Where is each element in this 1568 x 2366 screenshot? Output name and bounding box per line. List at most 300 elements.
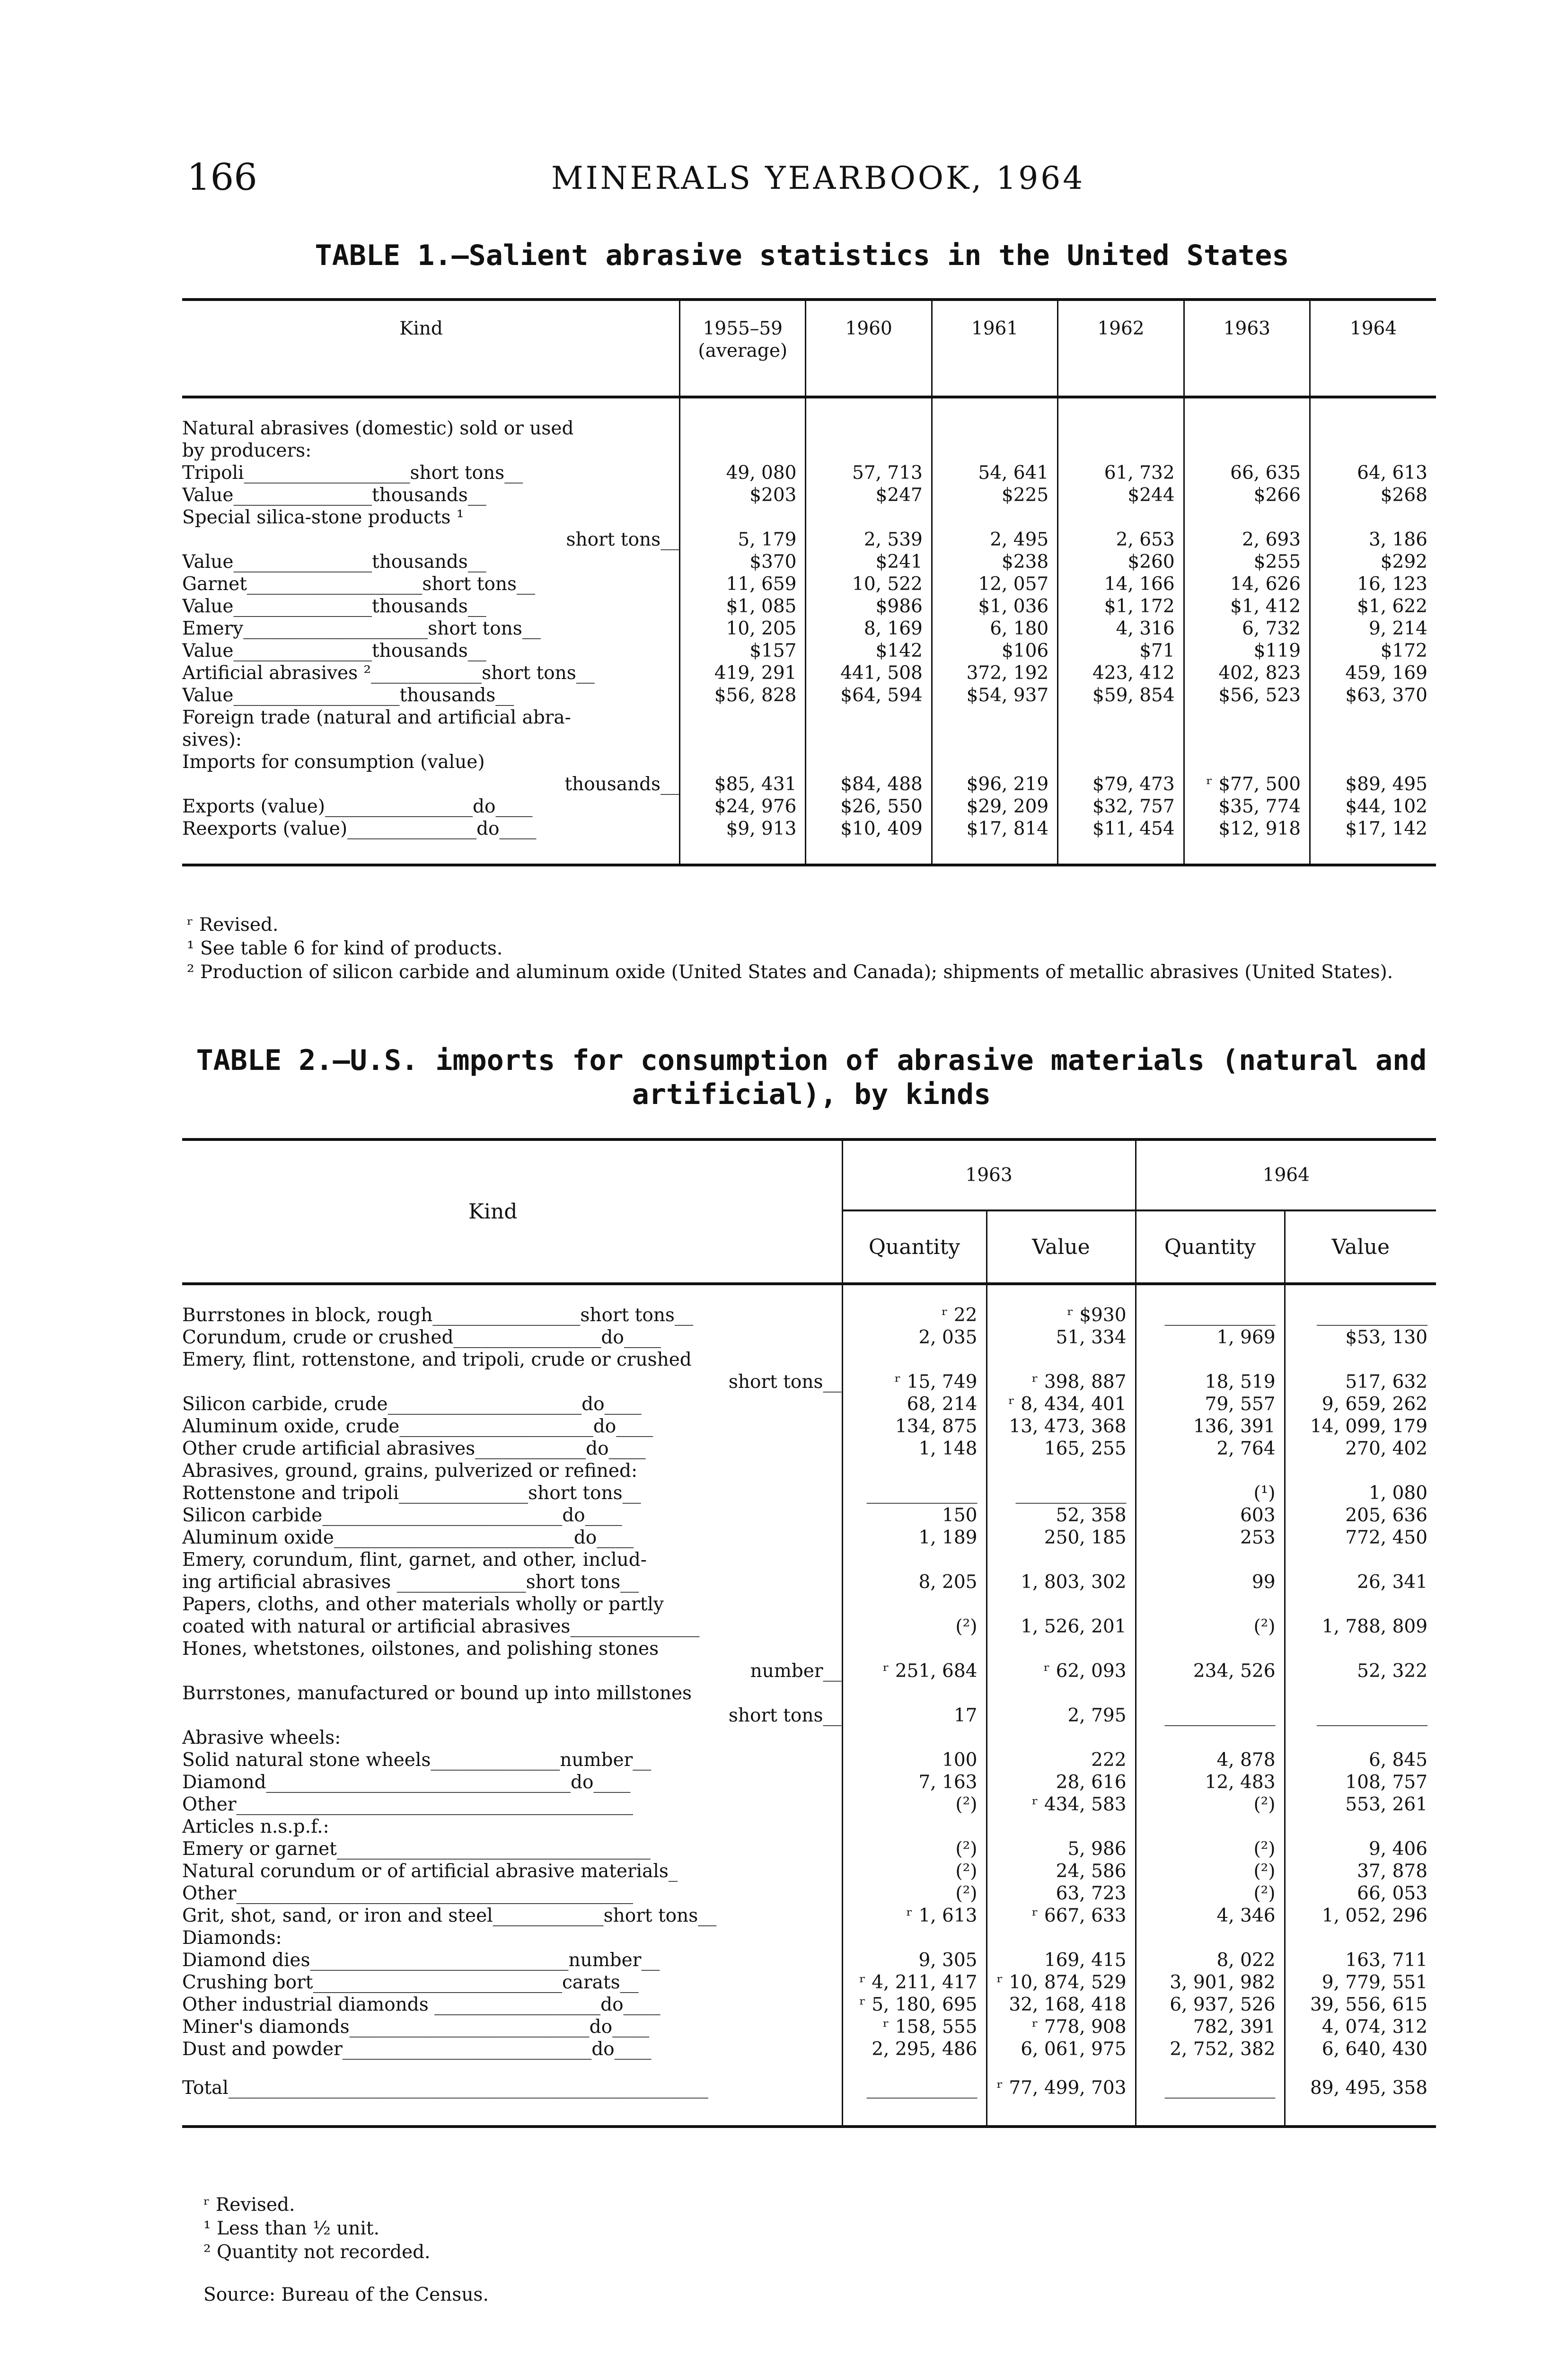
table2-total-label: Total____________________________________________________: [182, 2077, 842, 2127]
table2-cell: [842, 1549, 987, 1571]
table1-cell: $370: [680, 551, 806, 573]
table1-row-label: Value_______________thousands__: [182, 551, 486, 573]
table2-row-label: Grit, shot, sand, or iron and steel____________short tons__: [182, 1905, 717, 1926]
table1-cell: [806, 751, 932, 773]
table1-cell: $64, 594: [806, 684, 932, 706]
table2-cell: 3, 901, 982: [1136, 1971, 1285, 1994]
table2-row-label: ing artificial abrasives ______________short tons__: [182, 1571, 639, 1593]
table2-row-label: Aluminum oxide__________________________do____: [182, 1527, 634, 1548]
table1-cell: [1184, 706, 1310, 729]
table2-cell: 52, 358: [987, 1504, 1136, 1527]
table2-cell: 270, 402: [1285, 1438, 1436, 1460]
table2-cell: [842, 1638, 987, 1660]
table2-row: [182, 1927, 1436, 1949]
table2-title-line: TABLE 2.—U.S. imports for consumption of abrasive materials (natural and: [196, 1044, 1427, 1077]
table1-cell: $44, 102: [1310, 795, 1436, 818]
table2-cell: [1285, 1460, 1436, 1482]
table2-row-label: Aluminum oxide, crude_____________________do____: [182, 1416, 653, 1437]
table1-cell: [806, 706, 932, 729]
table2-title: [187, 1043, 1436, 1112]
table2-cell: ʳ $930: [987, 1304, 1136, 1326]
table2-title-line: artificial), by kinds: [632, 1078, 991, 1111]
table1-cell: $255: [1184, 551, 1310, 573]
table2-row: [182, 1638, 1436, 1660]
table2-cell: 100: [842, 1749, 987, 1771]
table1-cell: 459, 169: [1310, 662, 1436, 684]
table1-cell: 441, 508: [806, 662, 932, 684]
table2-row: [182, 1971, 1436, 1994]
table1-row-label: short tons__: [566, 529, 679, 550]
table1-row: [182, 551, 1436, 573]
table2-cell: [1285, 1549, 1436, 1571]
table2-row-label: Diamond dies____________________________number__: [182, 1950, 660, 1971]
table1-col-header: 1962: [1058, 300, 1184, 397]
table1-row: [182, 529, 1436, 551]
table1-cell: $59, 854: [1058, 684, 1184, 706]
table2-cell: [842, 1460, 987, 1482]
table2-cell: [1136, 1927, 1285, 1949]
table2-row-label: Natural corundum or of artificial abrasive materials_: [182, 1861, 678, 1882]
table1-cell: $1, 036: [932, 595, 1057, 618]
table1-cell: [1058, 706, 1184, 729]
table2-cell: 37, 878: [1285, 1860, 1436, 1882]
table2-cell: [987, 1816, 1136, 1838]
table2-cell: [987, 1682, 1136, 1704]
page-header: [187, 156, 1417, 208]
table1-row-label: Value_______________thousands__: [182, 640, 486, 662]
table2-cell: ____________: [1136, 1304, 1285, 1326]
table1-cell: $63, 370: [1310, 684, 1436, 706]
table2-cell: ʳ 667, 633: [987, 1905, 1136, 1927]
table1-cell: $260: [1058, 551, 1184, 573]
table2-cell: [842, 1349, 987, 1371]
table1-cell: $35, 774: [1184, 795, 1310, 818]
table2-cell: 63, 723: [987, 1882, 1136, 1905]
table2-row-label: coated with natural or artificial abrasives______________: [182, 1616, 700, 1637]
table1-cell: [1058, 506, 1184, 529]
table2-cell: ____________: [987, 1482, 1136, 1504]
table1-cell: 66, 635: [1184, 462, 1310, 484]
table2-cell: 51, 334: [987, 1326, 1136, 1349]
table2-cell: 14, 099, 179: [1285, 1415, 1436, 1438]
table2: [182, 1138, 1436, 2128]
table2-row: [182, 1704, 1436, 1727]
table1-row-label: Artificial abrasives ²____________short tons__: [182, 662, 595, 684]
footnote: ¹ Less than ½ unit.: [203, 2218, 379, 2239]
table1-row-label: Tripoli__________________short tons__: [182, 462, 523, 484]
table1-row: [182, 440, 1436, 462]
table2-cell: (²): [842, 1860, 987, 1882]
table1-cell: 10, 522: [806, 573, 932, 595]
table2-cell: 205, 636: [1285, 1504, 1436, 1527]
table2-row: [182, 1304, 1436, 1326]
table2-row: [182, 1460, 1436, 1482]
table2-cell: 2, 795: [987, 1704, 1136, 1727]
table1-cell: [1310, 440, 1436, 462]
table2-cell: 772, 450: [1285, 1527, 1436, 1549]
table2-cell: 2, 035: [842, 1326, 987, 1349]
table1-cell: $10, 409: [806, 818, 932, 865]
table2-subheader: Value: [987, 1210, 1136, 1284]
table1-cell: $11, 454: [1058, 818, 1184, 865]
table2-row: [182, 1816, 1436, 1838]
table1-row: [182, 595, 1436, 618]
table2-row-label: Emery or garnet__________________________________: [182, 1838, 651, 1860]
table1-cell: [680, 417, 806, 440]
table1-row: [182, 417, 1436, 440]
table1-cell: 423, 412: [1058, 662, 1184, 684]
table1-body: [182, 397, 1436, 865]
table1-cell: $32, 757: [1058, 795, 1184, 818]
table2-cell: 108, 757: [1285, 1771, 1436, 1793]
table2-row-label: Diamond_________________________________do____: [182, 1772, 631, 1793]
table2-cell: ʳ 251, 684: [842, 1660, 987, 1682]
table1-row-label: Imports for consumption (value): [182, 751, 485, 773]
table2-cell: [1136, 1349, 1285, 1371]
table2-cell: (²): [842, 1838, 987, 1860]
table1-cell: 6, 180: [932, 618, 1057, 640]
table2-cell: 1, 788, 809: [1285, 1616, 1436, 1638]
table1-cell: $26, 550: [806, 795, 932, 818]
table1-footnotes: [187, 913, 1441, 984]
table1-cell: 12, 057: [932, 573, 1057, 595]
table2-row-label: number__: [750, 1660, 842, 1682]
table2-cell: [1285, 1638, 1436, 1660]
table2-cell: [842, 1727, 987, 1749]
table2-cell: 2, 295, 486: [842, 2038, 987, 2060]
table2-row: [182, 1949, 1436, 1971]
table2-cell: ʳ 15, 749: [842, 1371, 987, 1393]
table2-cell: [1285, 1349, 1436, 1371]
table1-cell: [806, 440, 932, 462]
table2-row-label: Miner's diamonds__________________________do____: [182, 2016, 650, 2038]
table2-cell: 32, 168, 418: [987, 1994, 1136, 2016]
table1-cell: [1058, 729, 1184, 751]
table1-cell: [1310, 417, 1436, 440]
table1-cell: $9, 913: [680, 818, 806, 865]
table2-cell: [1136, 1638, 1285, 1660]
table1-row-label: thousands__: [564, 774, 679, 795]
table2-cell: [842, 1927, 987, 1949]
table2-cell: 52, 322: [1285, 1660, 1436, 1682]
footnote: ² Production of silicon carbide and aluminum oxide (United States and Canada); shipments of metallic abrasives (United States).: [187, 962, 1393, 983]
table1-cell: 6, 732: [1184, 618, 1310, 640]
table1-cell: $106: [932, 640, 1057, 662]
table1-cell: $1, 085: [680, 595, 806, 618]
table2-row-label: Emery, corundum, flint, garnet, and other, includ-: [182, 1549, 647, 1571]
table2-cell: 1, 803, 302: [987, 1571, 1136, 1593]
table2-cell: ʳ 778, 908: [987, 2016, 1136, 2038]
table1-cell: 14, 166: [1058, 573, 1184, 595]
table1-cell: [680, 751, 806, 773]
table2-body: [182, 1284, 1436, 2127]
table2-cell: 79, 557: [1136, 1393, 1285, 1415]
table2-total-cell: ____________: [842, 2077, 987, 2127]
table2-row: [182, 1482, 1436, 1504]
table1-cell: $119: [1184, 640, 1310, 662]
table2-row-label: Burrstones, manufactured or bound up into millstones: [182, 1683, 692, 1704]
table1-cell: 2, 693: [1184, 529, 1310, 551]
table2-cell: [1136, 1727, 1285, 1749]
table2-cell: (²): [1136, 1793, 1285, 1816]
table2-cell: 4, 346: [1136, 1905, 1285, 1927]
footnote: ² Quantity not recorded.: [203, 2242, 431, 2263]
table1-cell: $96, 219: [932, 773, 1057, 795]
table1-col-header: 1955–59 (average): [680, 300, 806, 397]
table2-row: [182, 1527, 1436, 1549]
table1-row-label: Emery____________________short tons__: [182, 618, 541, 639]
table1-row: [182, 818, 1436, 865]
table1-cell: $85, 431: [680, 773, 806, 795]
table2-row: [182, 1415, 1436, 1438]
table1-cell: [680, 706, 806, 729]
table2-year-header: 1963: [842, 1139, 1136, 1210]
running-title: MINERALS YEARBOOK, 1964: [551, 160, 1085, 196]
table2-cell: 9, 659, 262: [1285, 1393, 1436, 1415]
page-number: 166: [187, 156, 257, 199]
table2-row: [182, 1860, 1436, 1882]
table2-cell: 99: [1136, 1571, 1285, 1593]
table1-cell: [680, 506, 806, 529]
table2-cell: [987, 1727, 1136, 1749]
table1-cell: $54, 937: [932, 684, 1057, 706]
table1-cell: $12, 918: [1184, 818, 1310, 865]
table2-cell: ʳ 62, 093: [987, 1660, 1136, 1682]
table1-cell: $79, 473: [1058, 773, 1184, 795]
table2-cell: 7, 163: [842, 1771, 987, 1793]
table2-row-label: Other industrial diamonds __________________do____: [182, 1994, 661, 2015]
table2-cell: 17: [842, 1704, 987, 1727]
table1-row: [182, 729, 1436, 751]
table2-cell: 6, 061, 975: [987, 2038, 1136, 2060]
table1-cell: [932, 440, 1057, 462]
table1-row: [182, 684, 1436, 706]
table2-cell: 9, 779, 551: [1285, 1971, 1436, 1994]
table1-cell: [1310, 706, 1436, 729]
table1-cell: $1, 172: [1058, 595, 1184, 618]
table2-cell: ____________: [1136, 1704, 1285, 1727]
table1-col-header: 1961: [932, 300, 1057, 397]
table1-cell: [806, 729, 932, 751]
table2-row-label: Abrasive wheels:: [182, 1727, 341, 1748]
table2-cell: (²): [1136, 1616, 1285, 1638]
table2-cell: 150: [842, 1504, 987, 1527]
table1-cell: [1310, 751, 1436, 773]
table1-cell: $17, 142: [1310, 818, 1436, 865]
table2-cell: [1285, 1816, 1436, 1838]
table1-cell: 5, 179: [680, 529, 806, 551]
table2-cell: ʳ 434, 583: [987, 1793, 1136, 1816]
table1-row-label: Foreign trade (natural and artificial abra-: [182, 707, 571, 728]
table2-row: [182, 1682, 1436, 1704]
table2-row-label: Papers, cloths, and other materials wholly or partly: [182, 1594, 664, 1615]
table1-cell: ʳ $77, 500: [1184, 773, 1310, 795]
table1-cell: $56, 828: [680, 684, 806, 706]
table2-row-label: Emery, flint, rottenstone, and tripoli, crude or crushed: [182, 1349, 692, 1370]
table2-cell: 1, 052, 296: [1285, 1905, 1436, 1927]
table2-cell: 603: [1136, 1504, 1285, 1527]
table1: [182, 298, 1436, 866]
table2-cell: [1285, 1593, 1436, 1616]
table1-col-header: 1960: [806, 300, 932, 397]
table2-cell: 2, 764: [1136, 1438, 1285, 1460]
table2-row-label: Other crude artificial abrasives____________do____: [182, 1438, 646, 1459]
table2-row: [182, 1616, 1436, 1638]
table2-cell: 68, 214: [842, 1393, 987, 1415]
table2-row: [182, 2038, 1436, 2060]
table2-cell: [1136, 1816, 1285, 1838]
table2-cell: 553, 261: [1285, 1793, 1436, 1816]
table2-cell: 4, 074, 312: [1285, 2016, 1436, 2038]
table2-row-label: Solid natural stone wheels______________number__: [182, 1749, 652, 1771]
table2-subheader: Value: [1285, 1210, 1436, 1284]
table2-total-cell: ʳ 77, 499, 703: [987, 2077, 1136, 2127]
table1-cell: $238: [932, 551, 1057, 573]
table2-row: [182, 1994, 1436, 2016]
table1-cell: 3, 186: [1310, 529, 1436, 551]
table1-cell: 2, 539: [806, 529, 932, 551]
table2-cell: ʳ 4, 211, 417: [842, 1971, 987, 1994]
table2-row-label: Crushing bort___________________________carats__: [182, 1972, 639, 1993]
table1-row-label: Garnet___________________short tons__: [182, 574, 536, 595]
footnote: ¹ See table 6 for kind of products.: [187, 938, 503, 959]
table2-cell: 8, 022: [1136, 1949, 1285, 1971]
table2-cell: [842, 1816, 987, 1838]
source-note: Source: Bureau of the Census.: [203, 2284, 489, 2305]
table2-row-label: Other___________________________________________: [182, 1883, 633, 1904]
table2-row-label: Other___________________________________________: [182, 1794, 633, 1815]
table1-cell: $268: [1310, 484, 1436, 506]
table2-cell: 2, 752, 382: [1136, 2038, 1285, 2060]
table2-row: [182, 1326, 1436, 1349]
table2-cell: 1, 148: [842, 1438, 987, 1460]
table1-cell: 9, 214: [1310, 618, 1436, 640]
table2-cell: [1136, 1682, 1285, 1704]
table2-cell: 136, 391: [1136, 1415, 1285, 1438]
table2-cell: 782, 391: [1136, 2016, 1285, 2038]
table1-cell: [1184, 729, 1310, 751]
table2-cell: 165, 255: [987, 1438, 1136, 1460]
table1-cell: 49, 080: [680, 462, 806, 484]
table2-cell: (¹): [1136, 1482, 1285, 1504]
table2-cell: [842, 1682, 987, 1704]
table2-cell: 6, 640, 430: [1285, 2038, 1436, 2060]
table2-cell: (²): [842, 1793, 987, 1816]
table1-cell: [1310, 506, 1436, 529]
table1-row-label: Special silica-stone products ¹: [182, 507, 464, 528]
table2-cell: [842, 1593, 987, 1616]
table1-row-label: Natural abrasives (domestic) sold or used: [182, 418, 574, 439]
table2-cell: ʳ 8, 434, 401: [987, 1393, 1136, 1415]
table1-row: [182, 706, 1436, 729]
table2-cell: (²): [842, 1882, 987, 1905]
table1-cell: 61, 732: [1058, 462, 1184, 484]
table2-cell: 163, 711: [1285, 1949, 1436, 1971]
table2-row-label: short tons__: [728, 1371, 842, 1393]
table1-row-label: sives):: [182, 729, 242, 750]
table2-header-row: [182, 1139, 1436, 1210]
table1-row: [182, 484, 1436, 506]
table1-cell: $244: [1058, 484, 1184, 506]
table2-total-row: [182, 2077, 1436, 2127]
table2-cell: [1136, 1549, 1285, 1571]
table1-cell: $292: [1310, 551, 1436, 573]
table2-row-label: Articles n.s.p.f.:: [182, 1816, 329, 1837]
table2-cell: 8, 205: [842, 1571, 987, 1593]
table2-row: [182, 1727, 1436, 1749]
table2-total-cell: ____________: [1136, 2077, 1285, 2127]
table2-cell: ____________: [1285, 1304, 1436, 1326]
table1-cell: [1058, 751, 1184, 773]
table2-total-cell: 89, 495, 358: [1285, 2077, 1436, 2127]
table2-cell: [1136, 1460, 1285, 1482]
table1-cell: 57, 713: [806, 462, 932, 484]
table2-row: [182, 1793, 1436, 1816]
table2-cell: 1, 969: [1136, 1326, 1285, 1349]
table1-cell: [806, 417, 932, 440]
table1-cell: [680, 440, 806, 462]
table1-row: [182, 462, 1436, 484]
table2-cell: ʳ 10, 874, 529: [987, 1971, 1136, 1994]
table1-row-label: Exports (value)________________do____: [182, 796, 533, 817]
footnote: ʳ Revised.: [203, 2194, 295, 2216]
table1-row: [182, 618, 1436, 640]
table1-cell: $84, 488: [806, 773, 932, 795]
table1-cell: 2, 653: [1058, 529, 1184, 551]
table1-cell: [1310, 729, 1436, 751]
table1-cell: 10, 205: [680, 618, 806, 640]
table1-header-row: [182, 300, 1436, 397]
table1-cell: [932, 729, 1057, 751]
table1-cell: 2, 495: [932, 529, 1057, 551]
table1-cell: 14, 626: [1184, 573, 1310, 595]
table2-cell: 26, 341: [1285, 1571, 1436, 1593]
table1-cell: $24, 976: [680, 795, 806, 818]
table2-cell: 39, 556, 615: [1285, 1994, 1436, 2016]
table1-col-header: 1963: [1184, 300, 1310, 397]
table1-cell: $89, 495: [1310, 773, 1436, 795]
table1-row: [182, 751, 1436, 773]
table1-cell: $1, 412: [1184, 595, 1310, 618]
table2-subheader: Quantity: [1136, 1210, 1285, 1284]
table1-row: [182, 573, 1436, 595]
table2-row: [182, 1838, 1436, 1860]
table2-row-label: Dust and powder___________________________do____: [182, 2039, 652, 2060]
table2-cell: (²): [1136, 1838, 1285, 1860]
table2-row: [182, 1371, 1436, 1393]
table2-cell: 6, 845: [1285, 1749, 1436, 1771]
table1-cell: $17, 814: [932, 818, 1057, 865]
table2-cell: [1285, 1727, 1436, 1749]
table2-cell: ʳ 398, 887: [987, 1371, 1136, 1393]
table1-row: [182, 640, 1436, 662]
table1-cell: $986: [806, 595, 932, 618]
table2-row: [182, 1393, 1436, 1415]
table1-cell: 419, 291: [680, 662, 806, 684]
table2-cell: ʳ 22: [842, 1304, 987, 1326]
table2-cell: 24, 586: [987, 1860, 1136, 1882]
table2-cell: [987, 1549, 1136, 1571]
table2-cell: 9, 305: [842, 1949, 987, 1971]
table1-cell: 402, 823: [1184, 662, 1310, 684]
table2-row: [182, 1549, 1436, 1571]
table1-cell: 8, 169: [806, 618, 932, 640]
table1-cell: $172: [1310, 640, 1436, 662]
table2-cell: [1285, 1682, 1436, 1704]
table1-cell: [680, 729, 806, 751]
table1-cell: [932, 706, 1057, 729]
table2-row: [182, 2016, 1436, 2038]
